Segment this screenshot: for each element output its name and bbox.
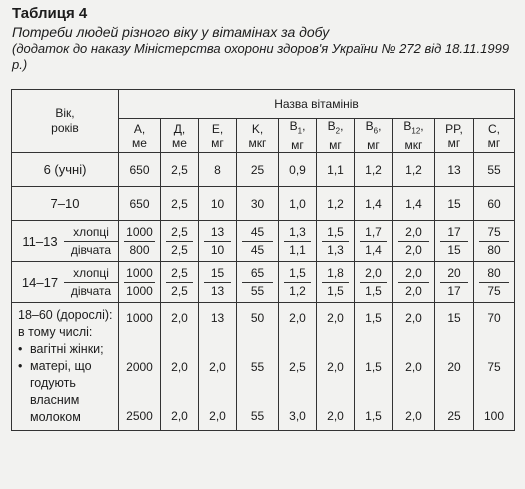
- boys-value: 2,5: [166, 224, 193, 242]
- value-stack-cell: [161, 303, 199, 431]
- vitamin-group-header: Назва вітамінів: [119, 90, 515, 119]
- value-pair-cell: [279, 262, 317, 303]
- vitamin-unit: мг: [211, 135, 224, 150]
- values-adult-value: 15: [447, 310, 461, 325]
- boys-value: 15: [204, 265, 231, 283]
- value-pair-cell: [317, 262, 355, 303]
- values-nursing-value: 2,0: [171, 408, 188, 423]
- values-pregnant-value: 55: [250, 359, 265, 374]
- row-age-14-17-label: [12, 262, 119, 303]
- boys-value: 1000: [124, 224, 155, 242]
- age-header-line1: Вік,: [55, 106, 75, 121]
- value-pair-cell: [435, 262, 474, 303]
- age-14-17: 14–17: [21, 274, 59, 290]
- vitamin-header-6: [355, 119, 393, 153]
- vitamin-unit: ме: [172, 135, 187, 150]
- value-cell: 1,2: [317, 187, 355, 221]
- vitamin-table: [11, 89, 515, 431]
- vitamin-name: E,: [211, 121, 224, 136]
- vitamin-name: $B_{12}$,: [403, 119, 424, 136]
- girls-label: дівчата: [70, 283, 112, 298]
- girls-value: 1,5: [327, 283, 344, 298]
- values-nursing-value: 25: [447, 408, 461, 423]
- values-adult-value: 70: [487, 310, 501, 325]
- value-cell: 25: [237, 153, 279, 187]
- boys-value: 2,5: [166, 265, 193, 283]
- values-adult-value: 13: [210, 310, 225, 325]
- values-nursing-value: 1,5: [365, 408, 382, 423]
- table-note: (додаток до наказу Міністерства охорони здоров'я України № 272 від 18.11.1999 р.): [12, 41, 510, 72]
- girls-value: 1,3: [327, 242, 344, 257]
- row-age-7-10-label: 7–10: [12, 187, 119, 221]
- values-nursing-value: 2,0: [327, 408, 344, 423]
- boys-value: 1,7: [360, 224, 387, 242]
- girls-value: 2,0: [405, 283, 422, 298]
- girls-value: 1000: [126, 283, 153, 298]
- value-cell: 650: [119, 153, 161, 187]
- vitamin-unit: мг: [329, 138, 342, 153]
- girls-value: 10: [210, 242, 225, 257]
- vitamin-unit: мкг: [248, 135, 267, 150]
- value-cell: 650: [119, 187, 161, 221]
- vitamin-subscript: 12: [411, 126, 421, 136]
- girls-value: 15: [447, 242, 461, 257]
- value-cell: 60: [474, 187, 515, 221]
- vitamin-name: C,: [488, 121, 500, 136]
- girls-value: 1,5: [365, 283, 382, 298]
- value-pair-cell: [199, 262, 237, 303]
- value-cell: 1,4: [355, 187, 393, 221]
- value-cell: 13: [435, 153, 474, 187]
- value-stack-cell: [119, 303, 161, 431]
- values-pregnant-value: 1,5: [365, 359, 382, 374]
- boys-value: 1000: [124, 265, 155, 283]
- girls-value: 13: [210, 283, 225, 298]
- values-adult-value: 1,5: [365, 310, 382, 325]
- value-stack-cell: [474, 303, 515, 431]
- boys-value: 1,5: [284, 265, 311, 283]
- girls-label: дівчата: [70, 242, 112, 257]
- values-adult-value: 2,0: [405, 310, 422, 325]
- including-label: в тому числі:: [18, 325, 93, 340]
- girls-value: 2,5: [171, 242, 188, 257]
- row-age-7-10: [12, 187, 515, 221]
- vitamin-header-0: [119, 119, 161, 153]
- nursing-label: • матері, що годують власним молоком: [18, 358, 114, 426]
- value-pair-cell: [161, 221, 199, 262]
- values-pregnant-value: 2,0: [327, 359, 344, 374]
- value-pair-cell: [279, 221, 317, 262]
- values-adult-value: 50: [250, 310, 265, 325]
- vitamin-name: $B_1$,: [289, 119, 306, 136]
- values-nursing-value: 100: [483, 408, 505, 423]
- value-pair-cell: [317, 221, 355, 262]
- vitamin-name: $B_2$,: [327, 119, 344, 136]
- value-pair-cell: [393, 221, 435, 262]
- values-pregnant-value: 2000: [126, 359, 153, 374]
- vitamin-unit: мг: [447, 135, 461, 150]
- boys-value: 65: [242, 265, 273, 283]
- boys-value: 1,3: [284, 224, 311, 242]
- boys-value: 2,0: [398, 224, 429, 242]
- vitamin-header-1: [161, 119, 199, 153]
- age-header: [12, 90, 119, 153]
- age-11-13: 11–13: [22, 233, 58, 249]
- value-pair-cell: [355, 221, 393, 262]
- values-nursing-value: 55: [250, 408, 265, 423]
- value-stack-cell: [393, 303, 435, 431]
- value-pair-cell: [161, 262, 199, 303]
- row-age-14-17: [12, 262, 515, 303]
- row-age-6: [12, 153, 515, 187]
- girls-value: 55: [250, 283, 265, 298]
- value-cell: 55: [474, 153, 515, 187]
- value-cell: 1,2: [393, 153, 435, 187]
- boys-label: хлопці: [64, 224, 118, 242]
- vitamin-header-4: [279, 119, 317, 153]
- value-cell: 2,5: [161, 153, 199, 187]
- vitamin-unit: мкг: [404, 138, 423, 153]
- value-pair-cell: [237, 262, 279, 303]
- girls-value: 2,5: [171, 283, 188, 298]
- boys-value: 2,0: [360, 265, 387, 283]
- vitamin-header-3: [237, 119, 279, 153]
- values-adult-value: 1000: [126, 310, 153, 325]
- value-pair-cell: [119, 221, 161, 262]
- vitamin-header-2: [199, 119, 237, 153]
- values-pregnant-value: 2,0: [171, 359, 188, 374]
- vitamin-unit: мг: [487, 135, 501, 150]
- boys-value: 45: [242, 224, 273, 242]
- value-stack-cell: [435, 303, 474, 431]
- value-cell: 1,2: [355, 153, 393, 187]
- vitamin-name: $B_6$,: [365, 119, 382, 136]
- values-pregnant-value: 2,0: [209, 359, 226, 374]
- girls-value: 17: [447, 283, 461, 298]
- pregnant-label: • вагітні жінки;: [18, 341, 114, 358]
- girls-value: 75: [487, 283, 501, 298]
- girls-value: 800: [129, 242, 150, 257]
- value-cell: 15: [435, 187, 474, 221]
- value-cell: 8: [199, 153, 237, 187]
- value-stack-cell: [355, 303, 393, 431]
- boys-value: 2,0: [398, 265, 429, 283]
- values-pregnant-value: 2,0: [405, 359, 422, 374]
- value-pair-cell: [119, 262, 161, 303]
- row-age-18-60-label: [12, 303, 119, 431]
- boys-value: 17: [440, 224, 468, 242]
- value-cell: 1,4: [393, 187, 435, 221]
- girls-value: 45: [250, 242, 265, 257]
- girls-value: 1,4: [365, 242, 382, 257]
- value-pair-cell: [199, 221, 237, 262]
- value-pair-cell: [435, 221, 474, 262]
- values-nursing-value: 3,0: [289, 408, 306, 423]
- boys-value: 75: [479, 224, 509, 242]
- row-age-18-60: [12, 303, 515, 431]
- vitamin-unit: мг: [367, 138, 380, 153]
- boys-value: 1,5: [322, 224, 349, 242]
- vitamin-name: K,: [251, 121, 264, 136]
- values-pregnant-value: 20: [447, 359, 461, 374]
- boys-label: хлопці: [64, 265, 118, 283]
- value-stack-cell: [199, 303, 237, 431]
- adult-label: 18–60 (дорослі):: [18, 308, 113, 323]
- table-title: Потреби людей різного віку у вітамінах за добу: [12, 24, 330, 40]
- vitamin-unit: ме: [132, 135, 147, 150]
- vitamin-header-7: [393, 119, 435, 153]
- girls-value: 80: [487, 242, 501, 257]
- values-adult-value: 2,0: [289, 310, 306, 325]
- boys-value: 13: [204, 224, 231, 242]
- value-cell: 10: [199, 187, 237, 221]
- value-pair-cell: [393, 262, 435, 303]
- value-cell: 2,5: [161, 187, 199, 221]
- girls-value: 1,2: [289, 283, 306, 298]
- vitamin-subscript: 6: [373, 126, 379, 136]
- values-nursing-value: 2500: [126, 408, 153, 423]
- values-pregnant-value: 75: [487, 359, 501, 374]
- vitamin-name: Д,: [173, 121, 186, 136]
- vitamin-header-5: [317, 119, 355, 153]
- row-age-11-13-label: [12, 221, 119, 262]
- vitamin-header-9: [474, 119, 515, 153]
- age-header-line2: років: [51, 121, 79, 136]
- value-cell: 30: [237, 187, 279, 221]
- row-age-6-label: 6 (учні): [12, 153, 119, 187]
- values-adult-value: 2,0: [171, 310, 188, 325]
- value-cell: 1,0: [279, 187, 317, 221]
- value-stack-cell: [317, 303, 355, 431]
- vitamin-subscript: 2: [335, 126, 341, 136]
- boys-value: 20: [440, 265, 468, 283]
- table-header: [12, 4, 517, 73]
- values-pregnant-value: 2,5: [289, 359, 306, 374]
- value-pair-cell: [474, 221, 515, 262]
- value-cell: 1,1: [317, 153, 355, 187]
- value-cell: 0,9: [279, 153, 317, 187]
- values-adult-value: 2,0: [327, 310, 344, 325]
- girls-value: 2,0: [405, 242, 422, 257]
- vitamin-name: PP,: [445, 121, 463, 136]
- value-stack-cell: [279, 303, 317, 431]
- value-stack-cell: [237, 303, 279, 431]
- boys-value: 80: [479, 265, 509, 283]
- value-pair-cell: [355, 262, 393, 303]
- values-nursing-value: 2,0: [209, 408, 226, 423]
- girls-value: 1,1: [289, 242, 306, 257]
- value-pair-cell: [474, 262, 515, 303]
- values-nursing-value: 2,0: [405, 408, 422, 423]
- vitamin-name: A,: [133, 121, 146, 136]
- vitamin-subscript: 1: [297, 126, 303, 136]
- vitamin-unit: мг: [291, 138, 304, 153]
- value-pair-cell: [237, 221, 279, 262]
- boys-value: 1,8: [322, 265, 349, 283]
- table-number: Таблиця 4: [12, 5, 88, 22]
- row-age-11-13: [12, 221, 515, 262]
- vitamin-header-8: [435, 119, 474, 153]
